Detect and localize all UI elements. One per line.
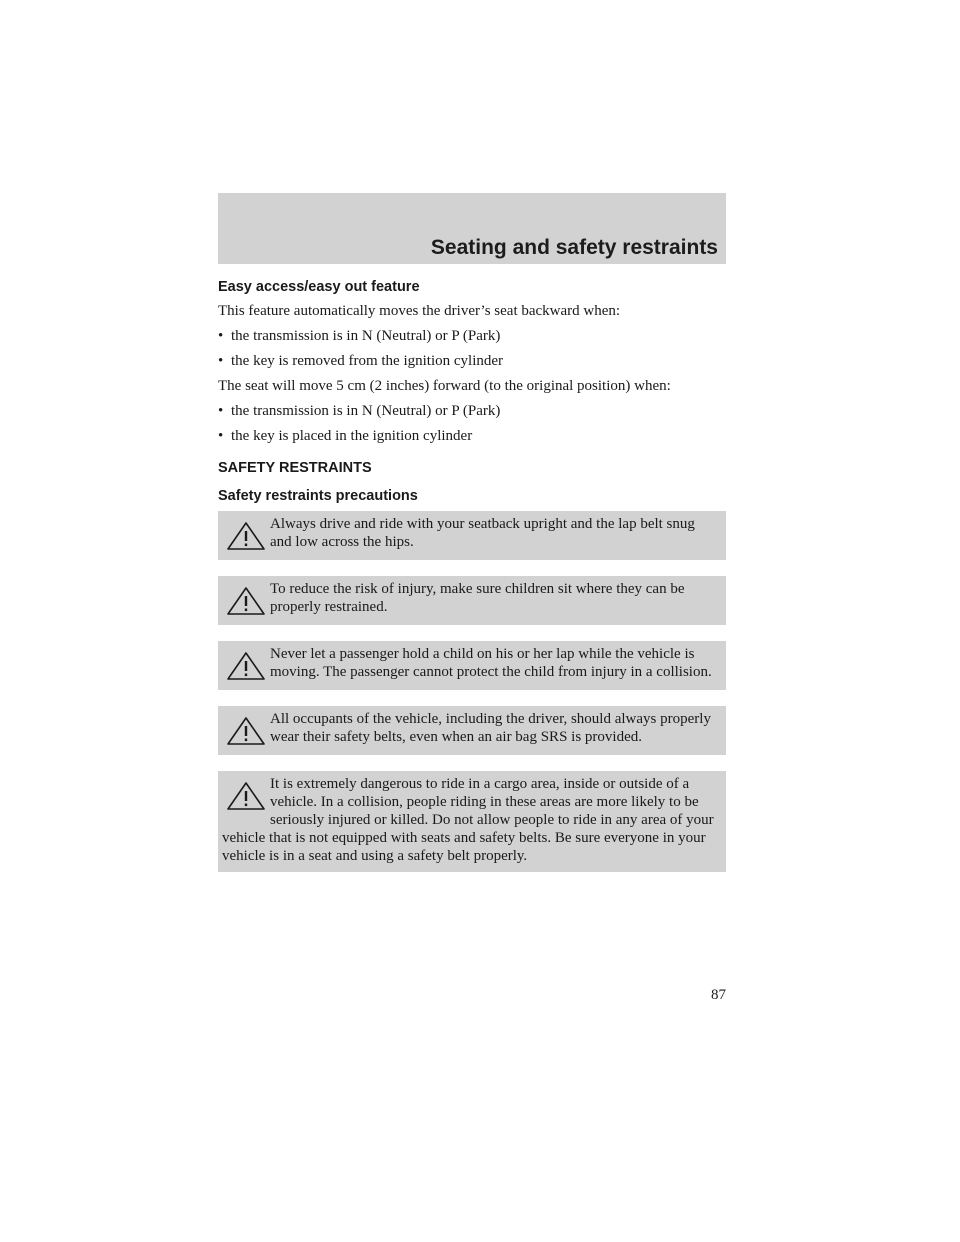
list-item-text: the transmission is in N (Neutral) or P (Park) (231, 403, 501, 419)
precautions-heading: Safety restraints precautions (218, 488, 418, 504)
page-number: 87 (711, 987, 726, 1003)
warning-text: To reduce the risk of injury, make sure children sit where they can be properly restrained. (270, 581, 685, 615)
warning-text: Never let a passenger hold a child on his or her lap while the vehicle is moving. The passenger cannot protect the child from injury in a collision. (270, 646, 712, 680)
list-item (218, 427, 726, 445)
bullet-icon: • (218, 353, 224, 369)
warning-box (218, 771, 726, 872)
warning-text: Always drive and ride with your seatback upright and the lap belt snug and low across the hips. (270, 516, 695, 550)
warning-triangle-icon (226, 586, 266, 616)
list-item-text: the key is placed in the ignition cylinder (231, 428, 473, 444)
bullet-icon: • (218, 403, 224, 419)
warning-text: It is extremely dangerous to ride in a cargo area, inside or outside of a vehicle. In a collision, people riding in these areas are more likely to be seriously injured or killed. Do not allow people to ride in any area of your vehicle that is not equipped with seats and safety belts. Be sure everyone in your vehicle is in a seat and using a safety belt properly. (222, 776, 714, 864)
list-item (218, 402, 726, 420)
forward-intro: The seat will move 5 cm (2 inches) forward (to the original position) when: (218, 378, 671, 394)
warning-text: All occupants of the vehicle, including the driver, should always properly wear their safety belts, even when an air bag SRS is provided. (270, 711, 711, 745)
easy-access-heading: Easy access/easy out feature (218, 279, 420, 295)
warning-triangle-icon (226, 521, 266, 551)
section-title: Seating and safety restraints (430, 236, 718, 259)
list-item (218, 327, 726, 345)
list-item (218, 352, 726, 370)
warning-triangle-icon (226, 716, 266, 746)
header-band (218, 193, 726, 264)
warning-box (218, 706, 726, 755)
list-item-text: the key is removed from the ignition cylinder (231, 353, 504, 369)
warning-triangle-icon (226, 781, 266, 811)
warning-box (218, 511, 726, 560)
warning-box (218, 641, 726, 690)
safety-restraints-heading: SAFETY RESTRAINTS (218, 460, 372, 476)
list-item-text: the transmission is in N (Neutral) or P (Park) (231, 328, 501, 344)
bullet-icon: • (218, 428, 224, 444)
warning-triangle-icon (226, 651, 266, 681)
bullet-icon: • (218, 328, 224, 344)
page-content (218, 278, 726, 888)
warning-box (218, 576, 726, 625)
easy-access-intro: This feature automatically moves the driver’s seat backward when: (218, 303, 621, 319)
